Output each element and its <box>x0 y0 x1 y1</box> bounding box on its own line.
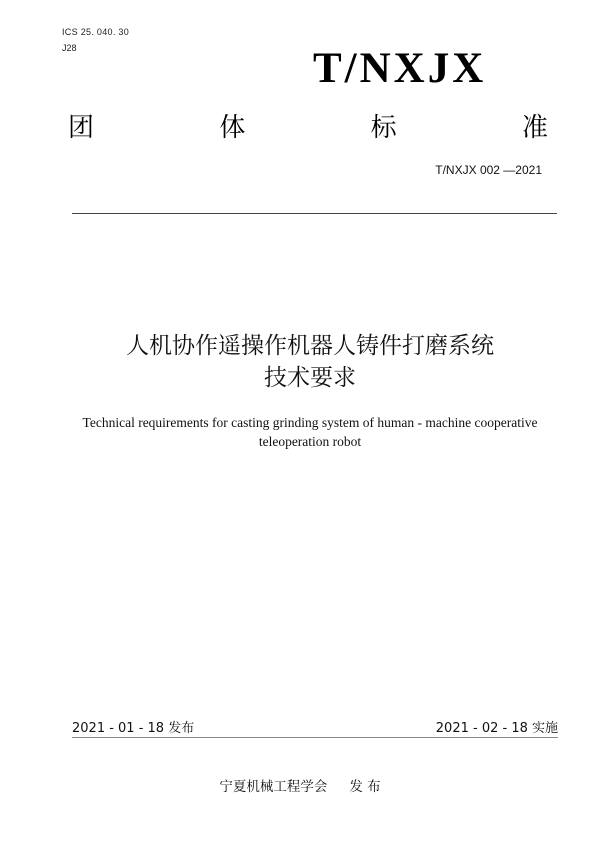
standard-type-char: 团 <box>68 113 95 143</box>
title-cn-line2: 技术要求 <box>264 365 356 391</box>
publisher-line <box>0 775 600 795</box>
standard-type-char: 标 <box>370 113 397 143</box>
publisher-name: 宁夏机械工程学会 <box>219 779 328 795</box>
implementation-date: 2021 - 02 - 18 实施 <box>435 721 558 736</box>
title-en-line2: teleoperation robot <box>258 434 362 449</box>
standard-number: T/NXJX 002 —2021 <box>435 163 542 177</box>
standard-brand-logo: T/NXJX <box>313 45 487 92</box>
document-title-en <box>60 413 560 451</box>
ics-code: ICS 25. 040. 30 <box>62 27 130 37</box>
standard-type-char: 准 <box>521 113 548 143</box>
standard-type-char: 体 <box>219 113 246 143</box>
release-date: 2021 - 01 - 18 发布 <box>72 721 195 736</box>
footer-divider <box>72 737 558 738</box>
header-divider <box>72 213 557 214</box>
ccs-code: J28 <box>62 43 77 53</box>
date-row <box>72 717 558 736</box>
document-title-cn <box>0 330 600 394</box>
standard-type-heading <box>68 115 548 141</box>
title-en-line1: Technical requirements for casting grinding system of human - machine cooperative <box>82 415 538 430</box>
publisher-action: 发 布 <box>349 779 381 795</box>
title-cn-line1: 人机协作遥操作机器人铸件打磨系统 <box>126 333 494 359</box>
